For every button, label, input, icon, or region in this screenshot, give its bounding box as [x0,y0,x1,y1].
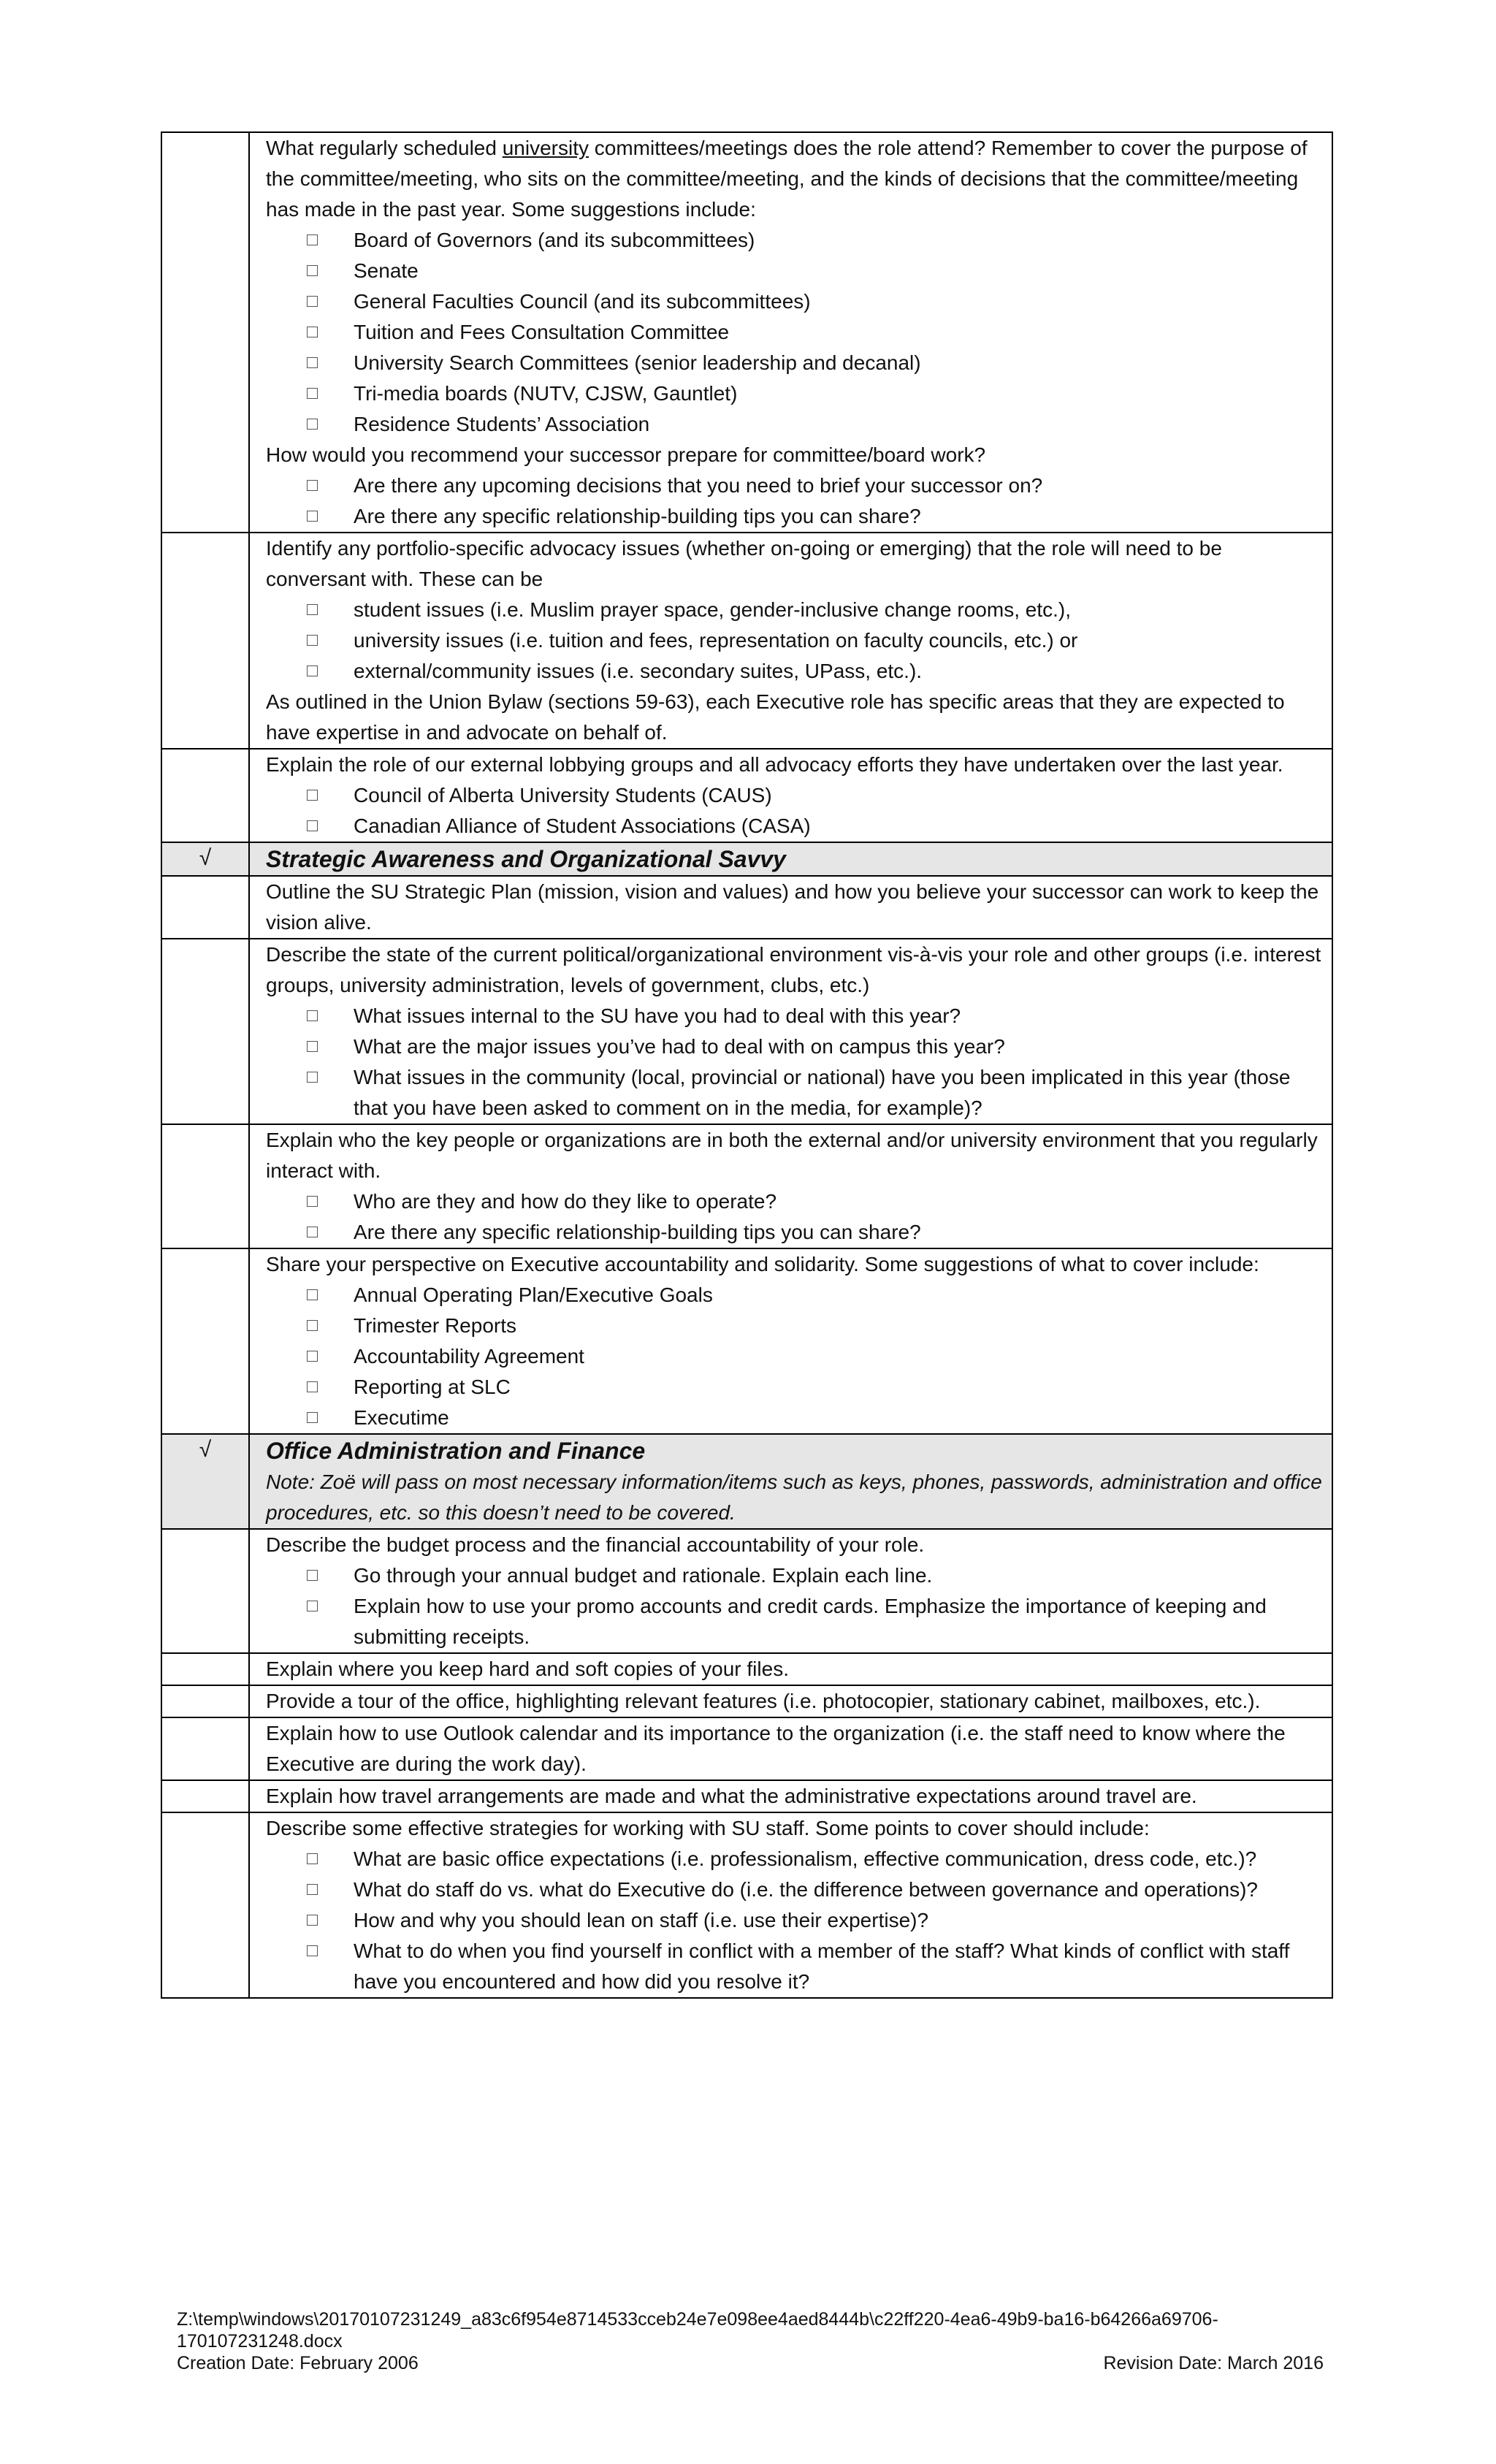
list-item [354,501,1323,532]
list-item-text: student issues (i.e. Muslim prayer space, gender-inclusive change rooms, etc.), [354,598,1071,621]
item-paragraph: Provide a tour of the office, highlighting relevant features (i.e. photocopier, stationary cabinet, mailboxes, etc.). [266,1690,1261,1712]
list-item-text: Executime [354,1406,449,1429]
checkbox-icon [307,1945,318,1956]
bullet-list [266,1844,1323,1997]
list-item [354,470,1323,501]
item-paragraph: Explain the role of our external lobbying groups and all advocacy efforts they have undertaken over the last year. [266,753,1283,776]
item-cell [249,1717,1332,1780]
bullet-list [266,1186,1323,1248]
list-item-text: What issues internal to the SU have you had to deal with this year? [354,1004,961,1027]
checkbox-icon [307,1570,318,1581]
check-cell [161,1717,249,1780]
checkbox-icon [307,1915,318,1926]
list-item [354,348,1323,378]
list-item-text: Go through your annual budget and rationale. Explain each line. [354,1564,933,1587]
item-paragraph: As outlined in the Union Bylaw (sections 59-63), each Executive role has specific areas that they are expected to have expertise in and advocate on behalf of. [266,690,1285,744]
list-item [354,1844,1323,1874]
check-cell [161,876,249,939]
item-cell [249,1124,1332,1248]
checkbox-icon [307,1072,318,1083]
list-item-text: Senate [354,259,419,282]
list-item [354,1591,1323,1652]
check-cell [161,1124,249,1248]
table-row [161,533,1332,749]
list-item [354,1874,1323,1905]
item-paragraph: Describe the budget process and the financial accountability of your role. [266,1533,925,1556]
list-item [354,1311,1323,1341]
list-item [354,1905,1323,1936]
item-paragraph: Describe the state of the current political/organizational environment vis-à-vis your role and other groups (i.e. interest groups, university administration, levels of government, clubs, etc.) [266,943,1321,996]
bullet-list [266,1560,1323,1652]
text-span: What regularly scheduled [266,137,503,159]
bullet-list [266,595,1323,687]
item-paragraph: Describe some effective strategies for working with SU staff. Some points to cover should include: [266,1817,1150,1839]
list-item-text: Tuition and Fees Consultation Committee [354,321,730,343]
section-cell [249,842,1332,876]
item-paragraph: Share your perspective on Executive accountability and solidarity. Some suggestions of what to cover include: [266,1253,1259,1275]
list-item [354,286,1323,317]
checkbox-icon [307,234,318,245]
table-row [161,1780,1332,1812]
item-paragraph: Identify any portfolio-specific advocacy issues (whether on-going or emerging) that the role will need to be conversant with. These can be [266,537,1222,590]
revision-date: Revision Date: March 2016 [1103,2353,1324,2373]
checkbox-icon [307,1227,318,1237]
checkbox-icon [307,790,318,801]
list-item-text: What are the major issues you’ve had to deal with on campus this year? [354,1035,1005,1058]
list-item-text: Reporting at SLC [354,1376,511,1398]
list-item-text: Are there any specific relationship-building tips you can share? [354,505,921,527]
list-item-text: Tri-media boards (NUTV, CJSW, Gauntlet) [354,382,738,405]
item-paragraph: Outline the SU Strategic Plan (mission, vision and values) and how you believe your successor can work to keep the vision alive. [266,880,1319,934]
list-item [354,378,1323,409]
checkbox-icon [307,1196,318,1207]
checkbox-icon [307,1601,318,1611]
check-cell [161,1780,249,1812]
item-cell [249,132,1332,533]
checkbox-icon [307,296,318,307]
list-item-text: How and why you should lean on staff (i.e. use their expertise)? [354,1909,929,1931]
checkbox-icon [307,1320,318,1331]
item-paragraph: How would you recommend your successor prepare for committee/board work? [266,443,986,466]
checkbox-icon [307,1412,318,1423]
check-cell [161,1529,249,1653]
list-item [354,595,1323,625]
item-cell [249,939,1332,1124]
list-item [354,811,1323,842]
check-cell [161,939,249,1124]
list-item-text: University Search Committees (senior leadership and decanal) [354,351,921,374]
checkbox-icon [307,511,318,522]
list-item [354,256,1323,286]
footer-dates [177,2352,1324,2374]
item-paragraph: Explain how travel arrangements are made and what the administrative expectations around travel are. [266,1785,1197,1807]
list-item-text: Canadian Alliance of Student Associations (CASA) [354,815,811,837]
table-row [161,1717,1332,1780]
list-item-text: Trimester Reports [354,1314,517,1337]
bullet-list [266,470,1323,532]
bullet-list [266,780,1323,842]
checkbox-icon [307,265,318,276]
bullet-list [266,1001,1323,1124]
table-row [161,1812,1332,1998]
list-item-text: Board of Governors (and its subcommittees) [354,229,755,251]
list-item-text: What do staff do vs. what do Executive do (i.e. the difference between governance and operations)? [354,1878,1258,1901]
checkbox-icon [307,357,318,368]
checklist-body [161,132,1332,1998]
list-item-text: external/community issues (i.e. secondary suites, UPass, etc.). [354,660,923,682]
item-cell [249,1780,1332,1812]
list-item [354,409,1323,440]
list-item-text: Residence Students’ Association [354,413,650,435]
item-cell [249,533,1332,749]
check-cell [161,1653,249,1685]
check-cell [161,533,249,749]
item-cell [249,1248,1332,1434]
bullet-list [266,1280,1323,1433]
table-row [161,749,1332,842]
section-title: Office Administration and Finance [266,1438,646,1464]
section-cell [249,1434,1332,1529]
bullet-list [266,225,1323,440]
check-cell [161,132,249,533]
list-item [354,1062,1323,1124]
table-row [161,1685,1332,1717]
list-item [354,1560,1323,1591]
list-item-text: What are basic office expectations (i.e. professionalism, effective communication, dress code, etc.)? [354,1847,1257,1870]
item-paragraph: Explain how to use Outlook calendar and its importance to the organization (i.e. the staff need to know where the Executive are during the work day). [266,1722,1286,1775]
item-paragraph: Explain who the key people or organizations are in both the external and/or university environment that you regularly interact with. [266,1129,1318,1182]
item-paragraph: Explain where you keep hard and soft copies of your files. [266,1658,789,1680]
table-row [161,939,1332,1124]
list-item-text: university issues (i.e. tuition and fees, representation on faculty councils, etc.) or [354,629,1078,652]
checkmark: √ [161,1434,249,1529]
list-item [354,780,1323,811]
checkbox-icon [307,1041,318,1052]
list-item-text: Annual Operating Plan/Executive Goals [354,1284,713,1306]
table-row [161,876,1332,939]
list-item [354,1403,1323,1433]
table-row [161,1653,1332,1685]
check-cell [161,1812,249,1998]
item-cell [249,1653,1332,1685]
item-cell [249,876,1332,939]
item-paragraph [266,133,1323,225]
list-item [354,1341,1323,1372]
list-item-text: Explain how to use your promo accounts and credit cards. Emphasize the importance of keeping and submitting receipts. [354,1595,1267,1648]
table-row [161,1124,1332,1248]
item-cell [249,1685,1332,1717]
list-item [354,1936,1323,1997]
list-item [354,1031,1323,1062]
list-item [354,1217,1323,1248]
checkbox-icon [307,1853,318,1864]
checkbox-icon [307,604,318,615]
list-item [354,225,1323,256]
table-row [161,1529,1332,1653]
checkbox-icon [307,1010,318,1021]
item-cell [249,1529,1332,1653]
list-item [354,1372,1323,1403]
list-item [354,317,1323,348]
checkbox-icon [307,820,318,831]
check-cell [161,1685,249,1717]
item-cell [249,1812,1332,1998]
list-item-text: Are there any specific relationship-building tips you can share? [354,1221,921,1243]
section-title: Strategic Awareness and Organizational Savvy [266,846,786,872]
list-item [354,1001,1323,1031]
checkbox-icon [307,480,318,491]
list-item-text: Who are they and how do they like to operate? [354,1190,777,1213]
list-item-text: What to do when you find yourself in conflict with a member of the staff? What kinds of conflict with staff have you encountered and how did you resolve it? [354,1939,1290,1993]
checklist-table [161,131,1333,1999]
document-footer [177,2308,1324,2374]
list-item-text: Council of Alberta University Students (CAUS) [354,784,772,806]
checkbox-icon [307,419,318,430]
table-row [161,132,1332,533]
section-header-row [161,842,1332,876]
item-cell [249,749,1332,842]
checkbox-icon [307,1289,318,1300]
list-item [354,656,1323,687]
checkbox-icon [307,1351,318,1362]
list-item-text: General Faculties Council (and its subcommittees) [354,290,811,313]
list-item [354,1186,1323,1217]
checkbox-icon [307,388,318,399]
list-item [354,625,1323,656]
checkbox-icon [307,635,318,646]
section-header-row [161,1434,1332,1529]
list-item-text: Are there any upcoming decisions that you need to brief your successor on? [354,474,1043,497]
list-item [354,1280,1323,1311]
checkbox-icon [307,1381,318,1392]
checkbox-icon [307,1884,318,1895]
list-item-text: What issues in the community (local, provincial or national) have you been implicated in this year (those that you have been asked to comment on in the media, for example)? [354,1066,1291,1119]
file-path: Z:\temp\windows\20170107231249_a83c6f954e8714533cceb24e7e098ee4aed8444b\c22ff220-4ea6-49b9-ba16-b64266a69706-170107231248.docx [177,2309,1218,2352]
check-cell [161,1248,249,1434]
creation-date: Creation Date: February 2006 [177,2353,419,2373]
table-row [161,1248,1332,1434]
checkmark: √ [161,842,249,876]
underlined-word: university [502,137,589,159]
list-item-text: Accountability Agreement [354,1345,584,1368]
checkbox-icon [307,327,318,337]
checkbox-icon [307,665,318,676]
section-note: Note: Zoë will pass on most necessary information/items such as keys, phones, passwords, administration and office procedures, etc. so this doesn’t need to be covered. [266,1471,1322,1524]
check-cell [161,749,249,842]
text-span: committees/meetings does the role attend? Remember to cover the purpose of the committee/meeting, who sits on the committee/meeting, and the kinds of decisions that the committee/meeting has made in the past year. Some suggestions include: [266,137,1308,221]
